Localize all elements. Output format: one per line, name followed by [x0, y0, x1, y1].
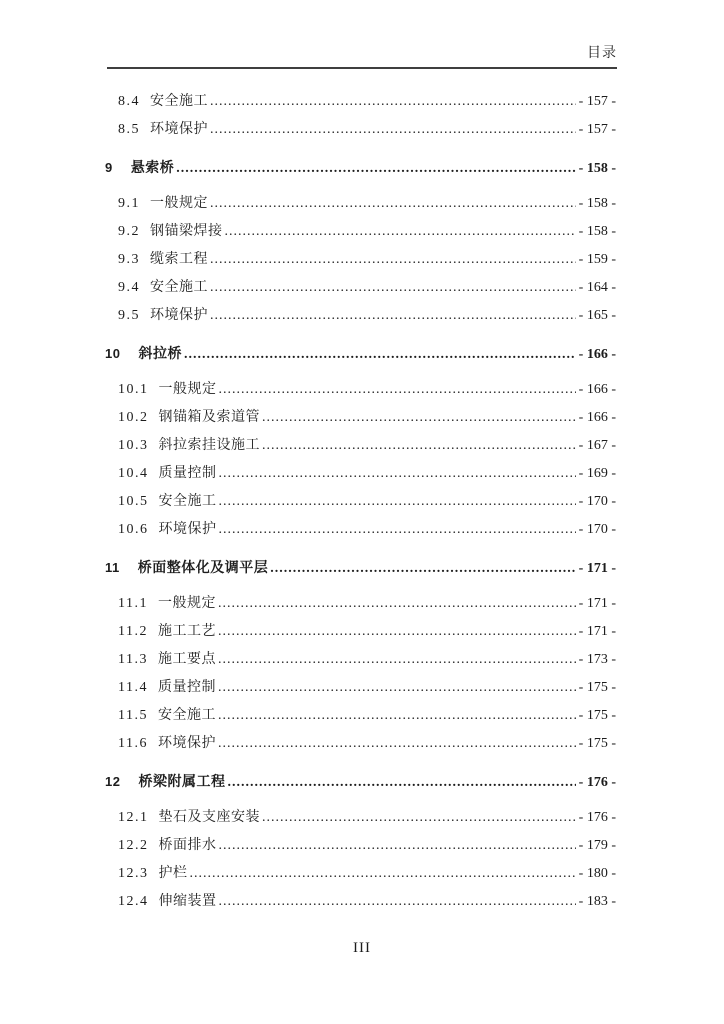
toc-entry-page: - 164 - [578, 280, 616, 295]
toc-entry-number: 12.2 [118, 838, 149, 853]
toc-entry-page: - 170 - [578, 522, 616, 537]
toc-entry-number: 8.5 [118, 122, 140, 137]
toc-entry [105, 488, 616, 516]
toc-entry-number: 10 [105, 346, 121, 361]
toc-leader-dots [219, 460, 576, 488]
toc-entry-number: 10.5 [118, 494, 149, 509]
toc-entry-page: - 159 - [578, 252, 616, 267]
toc-entry [105, 432, 616, 460]
toc-leader-dots [219, 376, 576, 404]
toc-entry-page: - 176 - [578, 810, 616, 825]
toc-entry-number: 9.3 [118, 252, 140, 267]
toc-entry [105, 832, 616, 860]
toc-entry [105, 702, 616, 730]
toc-entry [105, 553, 616, 581]
toc-leader-dots [219, 516, 576, 544]
toc-leader-dots [227, 769, 575, 797]
toc-entry-title: 环境保护 [158, 522, 217, 537]
toc-entry-number: 10.4 [118, 466, 149, 481]
toc-entry-number: 11.5 [118, 708, 148, 723]
toc-entry-number: 12.3 [118, 866, 149, 881]
toc-entry [105, 88, 616, 116]
toc-leader-dots [219, 888, 576, 916]
page-footer [0, 940, 724, 957]
toc-entry-page: - 166 - [578, 382, 616, 397]
toc-entry-title: 安全施工 [157, 708, 216, 723]
toc-entry [105, 730, 616, 758]
toc-leader-dots [270, 555, 575, 583]
toc-entry-number: 12.4 [118, 894, 149, 909]
toc-entry-page: - 170 - [578, 494, 616, 509]
toc-entry [105, 888, 616, 916]
toc-leader-dots [218, 618, 576, 646]
toc-entry-number: 11.3 [118, 652, 148, 667]
toc-entry-number: 12.1 [118, 810, 149, 825]
toc-leader-dots [219, 832, 576, 860]
toc-entry-page: - 179 - [578, 838, 616, 853]
toc-entry [105, 116, 616, 144]
toc-entry-title: 伸缩装置 [158, 894, 217, 909]
toc-entry-number: 10.3 [118, 438, 149, 453]
toc-entry-title: 斜拉索挂设施工 [158, 438, 260, 453]
toc-entry-number: 11.1 [118, 596, 148, 611]
toc-entry-page: - 157 - [578, 122, 616, 137]
toc-entry-title: 安全施工 [150, 280, 208, 295]
toc-entry-page: - 165 - [578, 308, 616, 323]
toc-entry-number: 10.1 [118, 382, 149, 397]
toc-entry [105, 218, 616, 246]
toc-leader-dots [210, 190, 576, 218]
toc-leader-dots [262, 432, 576, 460]
toc-leader-dots [218, 702, 576, 730]
toc-entry [105, 590, 616, 618]
toc-entry-number: 10.2 [118, 410, 149, 425]
toc-entry-title: 一般规定 [157, 596, 216, 611]
toc-entry-number: 9.4 [118, 280, 140, 295]
toc-entry-page: - 171 - [578, 596, 616, 611]
toc-leader-dots [210, 116, 576, 144]
toc-leader-dots [190, 860, 576, 888]
toc-entry-number: 11.2 [118, 624, 148, 639]
toc-entry-title: 悬索桥 [130, 159, 175, 175]
toc-entry-page: - 183 - [578, 894, 616, 909]
toc-entry [105, 339, 616, 367]
toc-entry [105, 804, 616, 832]
toc-leader-dots [210, 88, 576, 116]
toc-entry-page: - 158 - [578, 224, 616, 239]
toc-entry-page: - 171 - [578, 624, 616, 639]
toc-entry-title: 质量控制 [158, 466, 217, 481]
toc-entry [105, 860, 616, 888]
toc-entry-number: 8.4 [118, 94, 140, 109]
toc-entry-page: - 169 - [578, 466, 616, 481]
toc-entry-title: 护栏 [158, 866, 188, 881]
toc-entry [105, 376, 616, 404]
toc-entry-number: 9.2 [118, 224, 140, 239]
toc-entry-title: 环境保护 [157, 736, 216, 751]
toc-entry-title: 一般规定 [158, 382, 217, 397]
toc-entry-page: - 158 - [578, 161, 616, 176]
toc-entry [105, 460, 616, 488]
toc-entry-title: 安全施工 [158, 494, 217, 509]
toc-entry-title: 环境保护 [150, 308, 208, 323]
toc-entry-title: 钢锚箱及索道管 [158, 410, 260, 425]
toc-entry-page: - 175 - [578, 680, 616, 695]
toc-entry-number: 11.6 [118, 736, 148, 751]
toc-entry-title: 钢锚梁焊接 [150, 224, 223, 239]
toc-leader-dots [225, 218, 576, 246]
toc-entry-title: 桥面排水 [158, 838, 217, 853]
toc-entry-number: 10.6 [118, 522, 149, 537]
page-header [107, 44, 617, 69]
toc-leader-dots [218, 590, 576, 618]
toc-entry [105, 618, 616, 646]
toc-entry-page: - 167 - [578, 438, 616, 453]
toc-entry-title: 质量控制 [157, 680, 216, 695]
toc-entry-title: 一般规定 [150, 196, 208, 211]
toc-entry [105, 246, 616, 274]
toc-entry-page: - 166 - [578, 410, 616, 425]
toc-leader-dots [210, 302, 576, 330]
toc-entry-number: 9.1 [118, 196, 140, 211]
toc-entry-title: 垫石及支座安装 [158, 810, 260, 825]
toc-entry [105, 767, 616, 795]
toc-leader-dots [210, 246, 576, 274]
toc-leader-dots [262, 804, 576, 832]
toc-leader-dots [176, 155, 575, 183]
toc-entry-number: 9.5 [118, 308, 140, 323]
toc-entry-number: 11 [105, 560, 120, 575]
toc-entry-page: - 157 - [578, 94, 616, 109]
toc-leader-dots [184, 341, 576, 369]
toc-entry-number: 12 [105, 774, 121, 789]
toc-entry-page: - 175 - [578, 708, 616, 723]
toc-entry-number: 9 [105, 160, 113, 175]
toc-entry [105, 274, 616, 302]
toc-entry-title: 缆索工程 [150, 252, 208, 267]
toc-entry-title: 斜拉桥 [138, 345, 182, 361]
page-number: III [353, 940, 371, 956]
toc-leader-dots [218, 646, 576, 674]
toc-entry-title: 环境保护 [150, 122, 208, 137]
toc-leader-dots [218, 730, 576, 758]
toc-entry-title: 桥面整体化及调平层 [137, 559, 269, 575]
header-title: 目录 [587, 46, 617, 61]
toc-entry [105, 404, 616, 432]
toc-entry-title: 施工工艺 [157, 624, 216, 639]
toc-entry-page: - 175 - [578, 736, 616, 751]
toc-entry [105, 646, 616, 674]
toc-entry-page: - 158 - [578, 196, 616, 211]
toc-entry-page: - 171 - [578, 561, 616, 576]
toc-entry-page: - 173 - [578, 652, 616, 667]
toc-leader-dots [210, 274, 576, 302]
toc-leader-dots [262, 404, 576, 432]
toc-entry [105, 153, 616, 181]
toc-entry [105, 674, 616, 702]
toc-entry-title: 安全施工 [150, 94, 208, 109]
toc-list [105, 88, 616, 916]
toc-entry-title: 施工要点 [157, 652, 216, 667]
toc-entry [105, 302, 616, 330]
toc-entry-page: - 180 - [578, 866, 616, 881]
toc-entry-page: - 166 - [578, 347, 616, 362]
toc-entry [105, 190, 616, 218]
toc-leader-dots [219, 488, 576, 516]
toc-entry-number: 11.4 [118, 680, 148, 695]
toc-entry [105, 516, 616, 544]
toc-entry-title: 桥梁附属工程 [138, 773, 226, 789]
toc-entry-page: - 176 - [578, 775, 616, 790]
toc-leader-dots [218, 674, 576, 702]
